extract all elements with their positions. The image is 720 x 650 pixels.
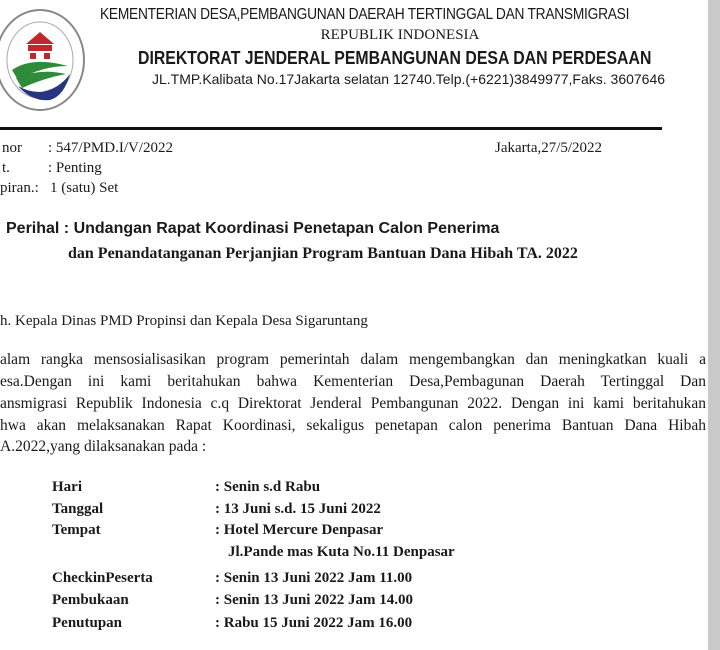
schedule-label: CheckinPeserta <box>52 570 153 586</box>
address: JL.TMP.Kalibata No.17Jakarta selatan 12740.Telp.(+6221)3849977,Faks. 3607646 <box>152 71 666 87</box>
ministry-logo <box>0 8 88 112</box>
lampiran-value: 1 (satu) Set <box>50 180 119 196</box>
directorate-name: DIREKTORAT JENDERAL PEMBANGUNAN DESA DAN PERDESAAN <box>138 48 652 68</box>
schedule-value: : Rabu 15 Juni 2022 Jam 16.00 <box>215 615 413 631</box>
schedule-value: Jl.Pande mas Kuta No.11 Denpasar <box>228 544 455 560</box>
place-date: Jakarta,27/5/2022 <box>495 140 603 156</box>
schedule-value: : Senin 13 Juni 2022 Jam 11.00 <box>215 570 413 586</box>
perihal-line-2: dan Penandatanganan Perjanjian Program Bantuan Dana Hibah TA. 2022 <box>68 245 578 262</box>
perihal-line-1: Perihal : Undangan Rapat Koordinasi Penetapan Calon Penerima <box>6 220 500 237</box>
header-divider <box>0 127 662 130</box>
recipient: h. Kepala Dinas PMD Propinsi dan Kepala Desa Sigaruntang <box>0 313 368 329</box>
body-line: ansmigrasi Republik Indonesia c.q Direktorat Jenderal Pembangunan 2022. Dengan ini kami beritahukan <box>0 395 706 412</box>
nomor-value: : 547/PMD.I/V/2022 <box>48 140 174 156</box>
schedule-label: Hari <box>52 479 82 495</box>
schedule-value: : Senin 13 Juni 2022 Jam 14.00 <box>215 592 413 608</box>
schedule-label: Tempat <box>52 522 101 538</box>
body-line: alam rangka mensosialisasikan program pemerintah dalam mengembangkan dan meningkatkan kuali a <box>0 351 706 368</box>
body-line: A.2022,yang dilaksanakan pada : <box>0 438 207 455</box>
schedule-value: : 13 Juni s.d. 15 Juni 2022 <box>215 501 381 517</box>
schedule-value: : Senin s.d Rabu <box>215 479 321 495</box>
schedule-label: Pembukaan <box>52 592 129 608</box>
lampiran-label: piran.: <box>0 180 39 196</box>
schedule-label: Penutupan <box>52 615 123 631</box>
body-line: esa.Dengan ini kami beritahukan bahwa Kementerian Desa,Pembagunan Daerah Tertinggal Dan <box>0 373 706 390</box>
schedule-label: Tanggal <box>52 501 104 517</box>
body-line: hwa akan melaksanakan Rapat Koordinasi, sekaligus penetapan calon penerima Bantuan Dana Hibah <box>0 417 706 434</box>
ministry-name: KEMENTERIAN DESA,PEMBANGUNAN DAERAH TERTINGGAL DAN TRANSMIGRASI <box>100 6 630 23</box>
sifat-label: t. <box>2 160 10 176</box>
nomor-label: nor <box>2 140 22 156</box>
schedule-value: : Hotel Mercure Denpasar <box>215 522 384 538</box>
country-name: REPUBLIK INDONESIA <box>320 27 480 43</box>
page-edge-shadow <box>708 0 720 650</box>
sifat-value: : Penting <box>48 160 102 176</box>
